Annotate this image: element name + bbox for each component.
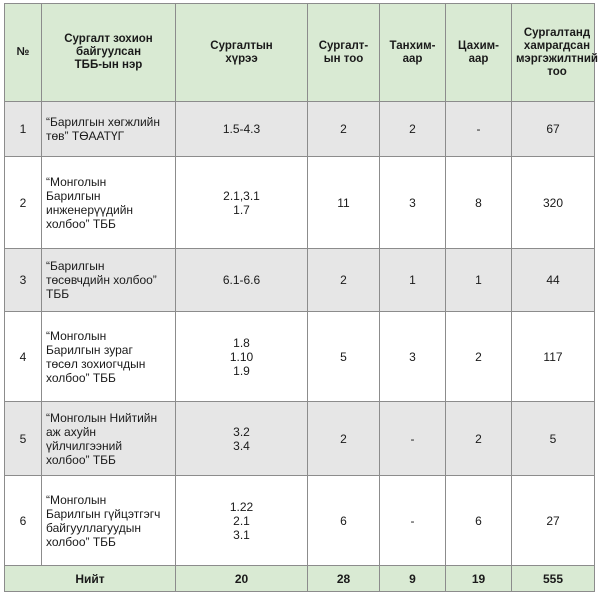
organization-name: “Монголын Барилгын инженерүүдийн холбоо” ТББ (42, 157, 176, 249)
organization-name: “Монголын Барилгын гүйцэтгэгч байгууллагуудын холбоо” ТББ (42, 476, 176, 566)
table-row (5, 402, 595, 476)
online-count: 1 (446, 249, 512, 312)
header-training-count: Сургалт- ын тоо (308, 4, 380, 102)
participants-count: 5 (512, 402, 595, 476)
training-scope: 1.22 2.1 3.1 (176, 476, 308, 566)
row-number: 2 (5, 157, 42, 249)
participants-count: 27 (512, 476, 595, 566)
row-number: 6 (5, 476, 42, 566)
table-row (5, 157, 595, 249)
training-count: 11 (308, 157, 380, 249)
total-in-hall: 9 (380, 566, 446, 592)
in-hall-count: - (380, 476, 446, 566)
training-count: 2 (308, 249, 380, 312)
total-participants: 555 (512, 566, 595, 592)
total-training-count: 28 (308, 566, 380, 592)
table-row (5, 249, 595, 312)
training-count: 6 (308, 476, 380, 566)
training-count: 5 (308, 312, 380, 402)
participants-count: 67 (512, 102, 595, 157)
header-organization-name: Сургалт зохион байгуулсан ТББ-ын нэр (42, 4, 176, 102)
in-hall-count: 2 (380, 102, 446, 157)
total-row (5, 566, 595, 592)
online-count: 2 (446, 312, 512, 402)
participants-count: 44 (512, 249, 595, 312)
table-row (5, 102, 595, 157)
row-number: 3 (5, 249, 42, 312)
training-scope: 3.2 3.4 (176, 402, 308, 476)
header-online: Цахим- аар (446, 4, 512, 102)
total-training-scope: 20 (176, 566, 308, 592)
participants-count: 117 (512, 312, 595, 402)
in-hall-count: 1 (380, 249, 446, 312)
training-table (4, 3, 598, 592)
participants-count: 320 (512, 157, 595, 249)
training-scope: 1.8 1.10 1.9 (176, 312, 308, 402)
header-row (5, 4, 595, 102)
total-online: 19 (446, 566, 512, 592)
row-number: 5 (5, 402, 42, 476)
training-scope: 6.1-6.6 (176, 249, 308, 312)
table-row (5, 476, 595, 566)
row-number: 1 (5, 102, 42, 157)
organization-name: “Монголын Барилгын зураг төсөл зохиогчдын холбоо” ТББ (42, 312, 176, 402)
header-in-hall: Танхим- аар (380, 4, 446, 102)
header-training-scope: Сургалтын хүрээ (176, 4, 308, 102)
header-participants: Сургалтанд хамрагдсан мэргэжилтний тоо (512, 4, 595, 102)
training-scope: 2.1,3.1 1.7 (176, 157, 308, 249)
in-hall-count: 3 (380, 157, 446, 249)
table-row (5, 312, 595, 402)
organization-name: “Монголын Нийтийн аж ахуйн үйлчилгээний холбоо” ТББ (42, 402, 176, 476)
organization-name: “Барилгын хөгжлийн төв” ТӨААТҮГ (42, 102, 176, 157)
training-count: 2 (308, 402, 380, 476)
training-scope: 1.5-4.3 (176, 102, 308, 157)
organization-name: “Барилгын төсөвчдийн холбоо” ТББ (42, 249, 176, 312)
online-count: 2 (446, 402, 512, 476)
training-count: 2 (308, 102, 380, 157)
row-number: 4 (5, 312, 42, 402)
total-label: Нийт (5, 566, 176, 592)
online-count: 6 (446, 476, 512, 566)
in-hall-count: - (380, 402, 446, 476)
online-count: - (446, 102, 512, 157)
in-hall-count: 3 (380, 312, 446, 402)
header-number: № (5, 4, 42, 102)
online-count: 8 (446, 157, 512, 249)
